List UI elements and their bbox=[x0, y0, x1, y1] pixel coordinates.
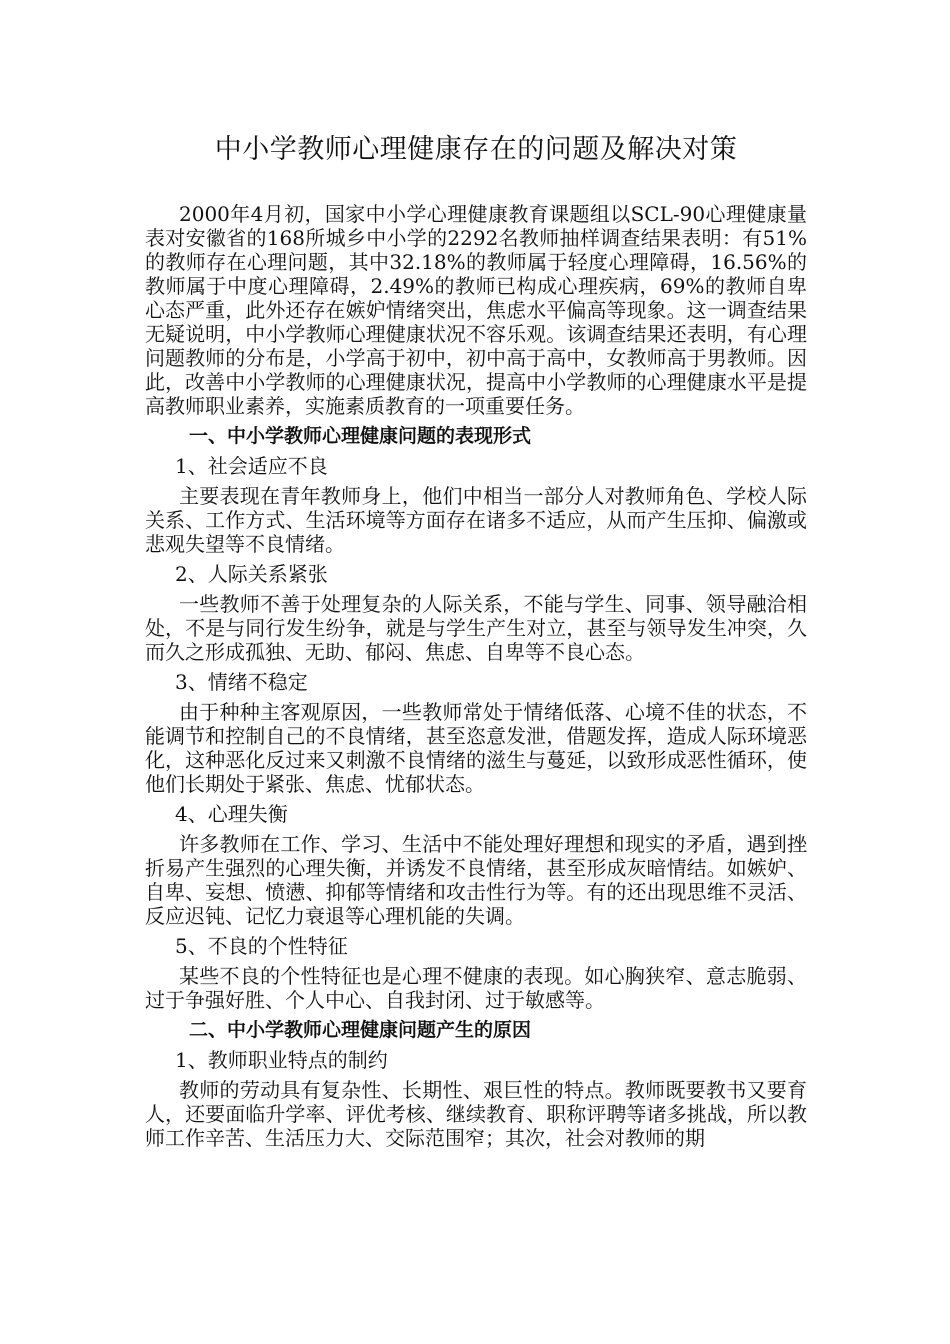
paragraph-1-5: 某些不良的个性特征也是心理不健康的表现。如心胸狭窄、意志脆弱、过于争强好胜、个人中心、自我封闭、过于敏感等。 bbox=[145, 964, 807, 1012]
intro-paragraph: 2000年4月初，国家中小学心理健康教育课题组以SCL-90心理健康量表对安徽省的168所城乡中小学的2292名教师抽样调查结果表明：有51%的教师存在心理问题，其中32.18%的教师属于轻度心理障碍，16.56%的教师属于中度心理障碍，2.49%的教师已构成心理疾病，69%的教师自卑心态严重，此外还存在嫉妒情绪突出，焦虑水平偏高等现象。这一调查结果无疑说明，中小学教师心理健康状况不容乐观。该调查结果还表明，有心理问题教师的分布是，小学高于初中，初中高于高中，女教师高于男教师。因此，改善中小学教师的心理健康状况，提高中小学教师的心理健康水平是提高教师职业素养，实施素质教育的一项重要任务。 bbox=[145, 202, 807, 418]
subheading-1-4: 4、心理失衡 bbox=[175, 802, 288, 826]
subheading-1-2: 2、人际关系紧张 bbox=[175, 562, 328, 586]
document-page bbox=[145, 130, 807, 1150]
subheading-2-1: 1、教师职业特点的制约 bbox=[175, 1048, 388, 1072]
paragraph-1-4: 许多教师在工作、学习、生活中不能处理好理想和现实的矛盾，遇到挫折易产生强烈的心理失衡，并诱发不良情绪，甚至形成灰暗情结。如嫉妒、自卑、妄想、愤懑、抑郁等情绪和攻击性行为等。有的还出现思维不灵活、反应迟钝、记忆力衰退等心理机能的失调。 bbox=[145, 832, 807, 928]
document-title: 中小学教师心理健康存在的问题及解决对策 bbox=[214, 134, 738, 165]
section-heading-2: 二、中小学教师心理健康问题产生的原因 bbox=[189, 1019, 532, 1041]
paragraph-2-1: 教师的劳动具有复杂性、长期性、艰巨性的特点。教师既要教书又要育人，还要面临升学率、评优考核、继续教育、职称评聘等诸多挑战，所以教师工作辛苦、生活压力大、交际范围窄；其次，社会对教师的期 bbox=[145, 1078, 807, 1150]
paragraph-1-1: 主要表现在青年教师身上，他们中相当一部分人对教师角色、学校人际关系、工作方式、生活环境等方面存在诸多不适应，从而产生压抑、偏激或悲观失望等不良情绪。 bbox=[145, 484, 807, 556]
paragraph-1-2: 一些教师不善于处理复杂的人际关系，不能与学生、同事、领导融洽相处，不是与同行发生纷争，就是与学生产生对立，甚至与领导发生冲突，久而久之形成孤独、无助、郁闷、焦虑、自卑等不良心态。 bbox=[145, 592, 807, 664]
subheading-1-5: 5、不良的个性特征 bbox=[175, 934, 348, 958]
subheading-1-3: 3、情绪不稳定 bbox=[175, 670, 308, 694]
paragraph-1-3: 由于种种主客观原因，一些教师常处于情绪低落、心境不佳的状态，不能调节和控制自己的不良情绪，甚至恣意发泄，借题发挥，造成人际环境恶化，这种恶化反过来又刺激不良情绪的滋生与蔓延，以致形成恶性循环，使他们长期处于紧张、焦虑、忧郁状态。 bbox=[145, 700, 807, 796]
subheading-1-1: 1、社会适应不良 bbox=[175, 454, 328, 478]
section-heading-1: 一、中小学教师心理健康问题的表现形式 bbox=[189, 425, 532, 447]
